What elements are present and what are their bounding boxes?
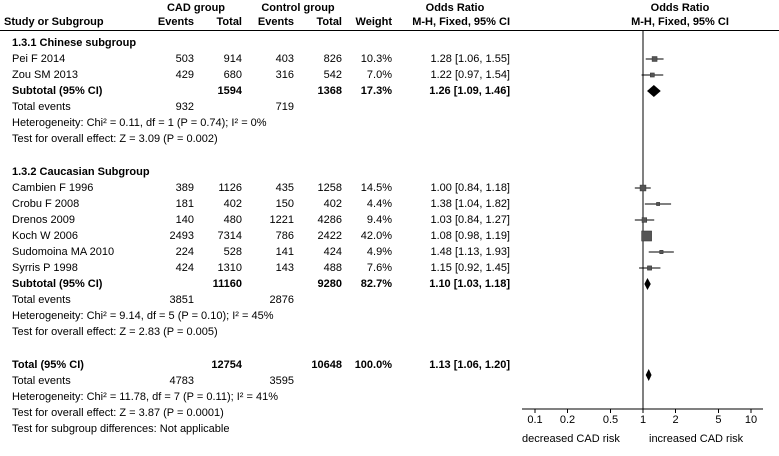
subtotal-label: Subtotal (95% CI) bbox=[12, 85, 103, 97]
events-control: 143 bbox=[275, 262, 294, 274]
subtotal-ci: 1.26 [1.09, 1.46] bbox=[429, 85, 510, 97]
total-events-control: 2876 bbox=[269, 294, 294, 306]
total-events-cad: 4783 bbox=[169, 375, 194, 387]
overall-effect-text: Test for overall effect: Z = 3.87 (P = 0.0001) bbox=[12, 407, 224, 419]
heterogeneity-text: Heterogeneity: Chi² = 0.11, df = 1 (P = 0.74); I² = 0% bbox=[12, 117, 267, 129]
total-control: 2422 bbox=[317, 230, 342, 242]
pooled-diamond bbox=[644, 278, 650, 290]
x-axis-tick-label: 5 bbox=[715, 414, 722, 426]
study-marker bbox=[652, 57, 657, 62]
events-control: 403 bbox=[275, 53, 294, 65]
study-marker bbox=[642, 231, 652, 241]
header-plot-method: M-H, Fixed, 95% CI bbox=[631, 16, 729, 28]
total-control: 402 bbox=[323, 198, 342, 210]
total-cad: 480 bbox=[223, 214, 242, 226]
total-events-label: Total events bbox=[12, 101, 71, 113]
header-total-control: Total bbox=[316, 16, 342, 28]
total-total-control: 10648 bbox=[311, 359, 342, 371]
total-control: 826 bbox=[323, 53, 342, 65]
weight: 7.6% bbox=[366, 262, 392, 274]
weight: 4.4% bbox=[366, 198, 392, 210]
x-axis-tick-label: 0.5 bbox=[602, 414, 619, 426]
odds-ratio-ci: 1.48 [1.13, 1.93] bbox=[430, 246, 510, 258]
odds-ratio-ci: 1.15 [0.92, 1.45] bbox=[430, 262, 510, 274]
total-cad: 402 bbox=[223, 198, 242, 210]
total-events-label: Total events bbox=[12, 294, 71, 306]
total-events-control: 719 bbox=[275, 101, 294, 113]
overall-effect-text: Test for overall effect: Z = 2.83 (P = 0.005) bbox=[12, 326, 218, 338]
events-control: 141 bbox=[275, 246, 294, 258]
study-marker bbox=[640, 185, 646, 191]
study-name: Koch W 2006 bbox=[12, 230, 79, 242]
right-axis-label: increased CAD risk bbox=[649, 433, 744, 445]
study-name: Crobu F 2008 bbox=[12, 198, 80, 210]
x-axis-tick-label: 10 bbox=[744, 414, 758, 426]
header-study: Study or Subgroup bbox=[4, 16, 104, 28]
subtotal-weight: 82.7% bbox=[360, 278, 392, 290]
total-cad: 528 bbox=[223, 246, 242, 258]
events-cad: 224 bbox=[175, 246, 194, 258]
total-cad: 1126 bbox=[218, 182, 242, 194]
total-events-label: Total events bbox=[12, 375, 71, 387]
events-control: 435 bbox=[275, 182, 294, 194]
total-ci: 1.13 [1.06, 1.20] bbox=[429, 359, 510, 371]
subgroup-title: 1.3.1 Chinese subgroup bbox=[12, 37, 137, 49]
pooled-diamond bbox=[647, 85, 661, 97]
study-name: Sudomoina MA 2010 bbox=[12, 246, 115, 258]
study-name: Cambien F 1996 bbox=[12, 182, 94, 194]
x-axis-tick-label: 0.2 bbox=[559, 414, 576, 426]
heterogeneity-text: Heterogeneity: Chi² = 9.14, df = 5 (P = 0.10); I² = 45% bbox=[12, 310, 274, 322]
odds-ratio-ci: 1.03 [0.84, 1.27] bbox=[430, 214, 510, 226]
subgroup-differences-text: Test for subgroup differences: Not applicable bbox=[12, 423, 230, 435]
study-name: Zou SM 2013 bbox=[12, 69, 79, 81]
odds-ratio-ci: 1.22 [0.97, 1.54] bbox=[430, 69, 510, 81]
pooled-diamond bbox=[646, 369, 652, 381]
subtotal-total-cad: 1594 bbox=[217, 85, 242, 97]
x-axis-tick-label: 1 bbox=[639, 414, 647, 426]
events-cad: 181 bbox=[175, 198, 194, 210]
header-control-group-title: Control group bbox=[261, 2, 335, 14]
study-name: Drenos 2009 bbox=[12, 214, 75, 226]
events-cad: 140 bbox=[175, 214, 194, 226]
weight: 4.9% bbox=[366, 246, 392, 258]
events-cad: 503 bbox=[175, 53, 194, 65]
total-control: 1258 bbox=[317, 182, 342, 194]
header-plot-title: Odds Ratio bbox=[650, 2, 710, 14]
events-control: 316 bbox=[275, 69, 294, 81]
total-events-cad: 932 bbox=[175, 101, 194, 113]
total-cad: 680 bbox=[223, 69, 242, 81]
total-weight: 100.0% bbox=[354, 359, 392, 371]
header-or-method: M-H, Fixed, 95% CI bbox=[412, 16, 510, 28]
subtotal-weight: 17.3% bbox=[360, 85, 392, 97]
weight: 42.0% bbox=[360, 230, 392, 242]
odds-ratio-ci: 1.28 [1.06, 1.55] bbox=[430, 53, 510, 65]
subtotal-total-cad: 11160 bbox=[212, 278, 242, 290]
header-events-control: Events bbox=[257, 16, 294, 28]
left-axis-label: decreased CAD risk bbox=[522, 433, 620, 445]
study-name: Pei F 2014 bbox=[12, 53, 66, 65]
events-control: 1221 bbox=[269, 214, 294, 226]
subtotal-ci: 1.10 [1.03, 1.18] bbox=[429, 278, 510, 290]
events-cad: 429 bbox=[175, 69, 194, 81]
header-cad-group-title: CAD group bbox=[166, 2, 226, 14]
subtotal-total-control: 1368 bbox=[317, 85, 342, 97]
total-control: 4286 bbox=[317, 214, 342, 226]
weight: 7.0% bbox=[366, 69, 392, 81]
x-axis-tick-label: 2 bbox=[672, 414, 679, 426]
subtotal-label: Subtotal (95% CI) bbox=[12, 278, 103, 290]
header-weight: Weight bbox=[355, 16, 392, 28]
events-control: 786 bbox=[275, 230, 294, 242]
total-cad: 914 bbox=[223, 53, 242, 65]
total-control: 424 bbox=[323, 246, 342, 258]
events-control: 150 bbox=[275, 198, 294, 210]
total-total-cad: 12754 bbox=[211, 359, 242, 371]
study-marker bbox=[642, 218, 647, 223]
total-label: Total (95% CI) bbox=[12, 359, 84, 371]
total-cad: 1310 bbox=[217, 262, 242, 274]
events-cad: 424 bbox=[175, 262, 194, 274]
total-cad: 7314 bbox=[217, 230, 242, 242]
weight: 10.3% bbox=[360, 53, 392, 65]
subgroup-title: 1.3.2 Caucasian Subgroup bbox=[12, 166, 150, 178]
header-or-title: Odds Ratio bbox=[425, 2, 485, 14]
heterogeneity-text: Heterogeneity: Chi² = 11.78, df = 7 (P = 0.11); I² = 41% bbox=[12, 391, 278, 403]
odds-ratio-ci: 1.00 [0.84, 1.18] bbox=[430, 182, 510, 194]
study-name: Syrris P 1998 bbox=[12, 262, 78, 274]
total-control: 488 bbox=[323, 262, 342, 274]
weight: 9.4% bbox=[366, 214, 392, 226]
events-cad: 389 bbox=[175, 182, 194, 194]
study-marker bbox=[656, 202, 659, 205]
events-cad: 2493 bbox=[169, 230, 194, 242]
header-total-cad: Total bbox=[216, 16, 242, 28]
study-marker bbox=[647, 266, 651, 270]
odds-ratio-ci: 1.08 [0.98, 1.19] bbox=[430, 230, 510, 242]
total-events-control: 3595 bbox=[269, 375, 294, 387]
total-events-cad: 3851 bbox=[169, 294, 194, 306]
subtotal-total-control: 9280 bbox=[317, 278, 342, 290]
weight: 14.5% bbox=[360, 182, 392, 194]
header-events-cad: Events bbox=[157, 16, 194, 28]
study-marker bbox=[650, 73, 654, 77]
x-axis-tick-label: 0.1 bbox=[527, 414, 543, 426]
odds-ratio-ci: 1.38 [1.04, 1.82] bbox=[430, 198, 510, 210]
overall-effect-text: Test for overall effect: Z = 3.09 (P = 0.002) bbox=[12, 133, 218, 145]
total-control: 542 bbox=[323, 69, 342, 81]
study-marker bbox=[660, 250, 663, 253]
